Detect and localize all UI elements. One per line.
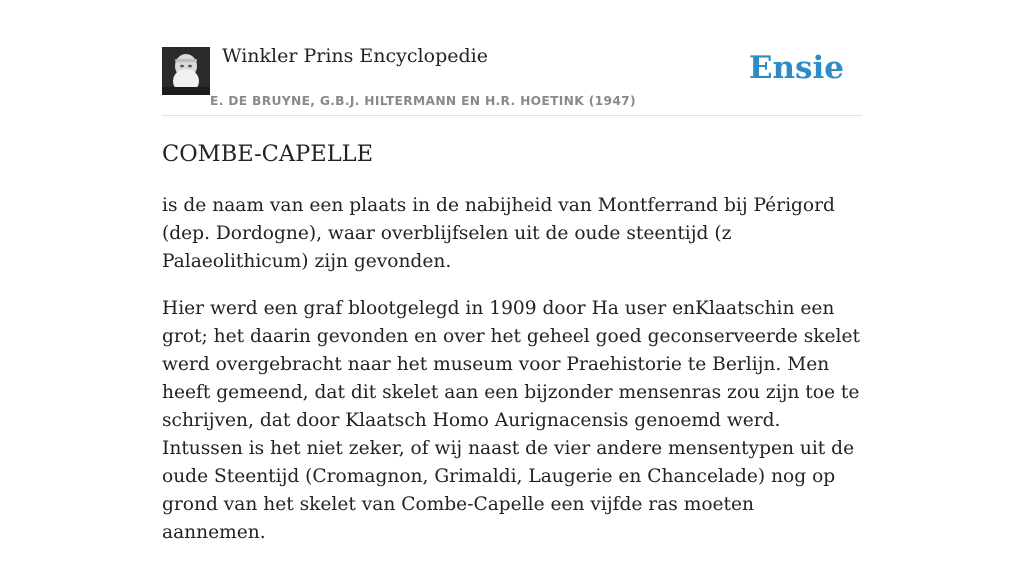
source-header bbox=[162, 0, 862, 116]
author-avatar[interactable] bbox=[162, 47, 210, 95]
portrait-icon bbox=[162, 47, 210, 95]
entry-paragraph: is de naam van een plaats in de nabijheid van Montferrand bij Périgord (dep. Dordogne), waar overblijfselen uit de oude steentijd (z Palaeolithicum) zijn gevonden. bbox=[162, 195, 835, 272]
entry-paragraph: Hier werd een graf blootgelegd in 1909 door Ha user enKlaatschin een grot; het daarin gevonden en over het geheel goed geconserveerde skelet werd overgebracht naar het museum voor Praehistorie te Berlijn. Men heeft gemeend, dat dit skelet aan een bijzonder mensenras zou zijn toe te schrijven, dat door Klaatsch Homo Aurignacensis genoemd werd. Intussen is het niet zeker, of wij naast de vier andere mensentypen uit de oude Steentijd (Cromagnon, Grimaldi, Laugerie en Chancelade) nog op grond van het skelet van Combe-Capelle een vijfde ras moeten aannemen. bbox=[162, 298, 860, 543]
ensie-logo-link[interactable]: Ensie bbox=[748, 50, 844, 86]
article-page bbox=[162, 0, 862, 543]
entry-body bbox=[162, 192, 862, 566]
entry-title: COMBE-CAPELLE bbox=[162, 141, 374, 167]
source-title[interactable]: Winkler Prins Encyclopedie bbox=[222, 45, 488, 67]
source-authors: E. DE BRUYNE, G.B.J. HILTERMANN EN H.R. HOETINK (1947) bbox=[210, 94, 636, 108]
